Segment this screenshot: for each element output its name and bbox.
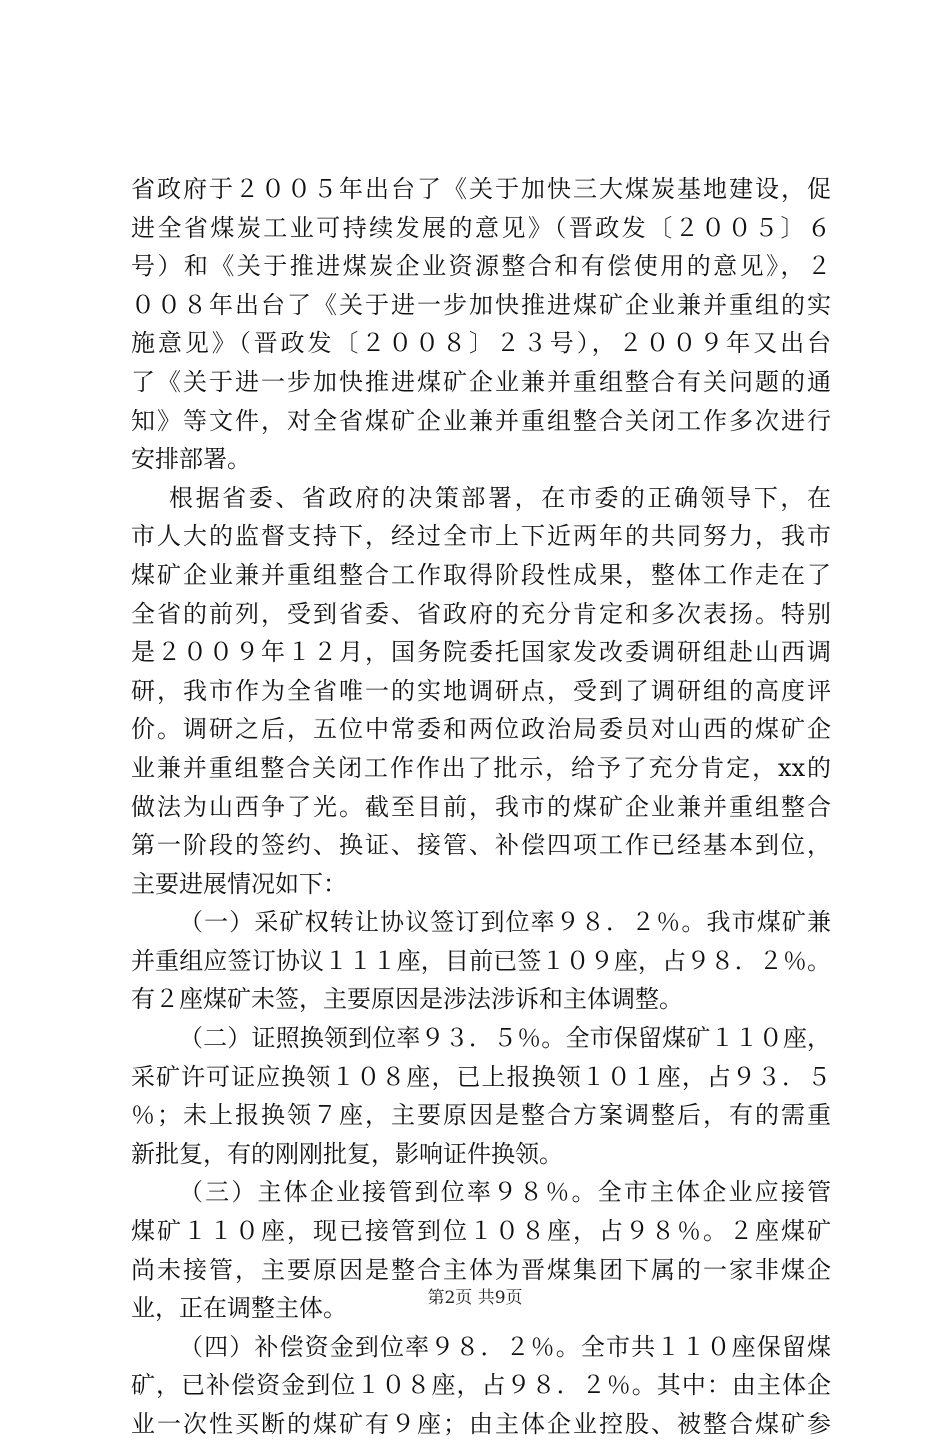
paragraph-line: 新批复，有的刚刚批复，影响证件换领。 bbox=[131, 1139, 563, 1168]
paragraph-line: 施意见》（晋政发〔２００８〕２３号），２００９年又出台 bbox=[131, 329, 831, 358]
paragraph-line: 根据省委、省政府的决策部署，在市委的正确领导下，在 bbox=[169, 483, 831, 512]
paragraph-line: 了《关于进一步加快推进煤矿企业兼并重组整合有关问题的通 bbox=[131, 367, 831, 396]
paragraph-line: ％；未上报换领７座，主要原因是整合方案调整后，有的需重 bbox=[131, 1101, 831, 1130]
paragraph-line: 研，我市作为全省唯一的实地调研点，受到了调研组的高度评 bbox=[131, 676, 831, 705]
paragraph-line: 价。调研之后，五位中常委和两位政治局委员对山西的煤矿企 bbox=[131, 715, 831, 744]
paragraph-line: 做法为山西争了光。截至目前，我市的煤矿企业兼并重组整合 bbox=[131, 792, 831, 821]
paragraph-line: （二）证照换领到位率９３．５％。全市保留煤矿１１０座， bbox=[179, 1024, 831, 1053]
paragraph-line: 业，正在调整主体。 bbox=[131, 1294, 347, 1323]
paragraph-line: 有２座煤矿未签，主要原因是涉法涉诉和主体调整。 bbox=[131, 985, 683, 1014]
paragraph-line: 尚未接管，主要原因是整合主体为晋煤集团下属的一家非煤企 bbox=[131, 1255, 831, 1284]
paragraph-line: （四）补偿资金到位率９８．２％。全市共１１０座保留煤 bbox=[179, 1332, 831, 1361]
paragraph-line: 业一次性买断的煤矿有９座；由主体企业控股、被整合煤矿参 bbox=[131, 1410, 831, 1438]
paragraph-line: 进全省煤炭工业可持续发展的意见》（晋政发〔２００５〕６ bbox=[131, 213, 831, 242]
paragraph-line: （一）采矿权转让协议签订到位率９８．２％。我市煤矿兼 bbox=[179, 908, 831, 937]
paragraph-line: 业兼并重组整合关闭工作作出了批示，给予了充分肯定，xx的 bbox=[131, 753, 831, 782]
paragraph-line: 市人大的监督支持下，经过全市上下近两年的共同努力，我市 bbox=[131, 522, 831, 551]
paragraph-line: 是２００９年１２月，国务院委托国家发改委调研组赴山西调 bbox=[131, 638, 831, 667]
paragraph-line: 第一阶段的签约、换证、接管、补偿四项工作已经基本到位， bbox=[131, 831, 831, 860]
paragraph-line: 煤矿企业兼并重组整合工作取得阶段性成果，整体工作走在了 bbox=[131, 560, 831, 589]
page-footer: 第2页 共9页 bbox=[427, 1288, 523, 1308]
paragraph-line: ００８年出台了《关于进一步加快推进煤矿企业兼并重组的实 bbox=[131, 290, 831, 319]
paragraph-line: 号）和《关于推进煤炭企业资源整合和有偿使用的意见》，２ bbox=[131, 252, 831, 281]
document-body bbox=[131, 170, 831, 1444]
paragraph-line: 煤矿１１０座，现已接管到位１０８座，占９８％。２座煤矿 bbox=[131, 1217, 831, 1246]
paragraph-line: （三）主体企业接管到位率９８％。全市主体企业应接管 bbox=[179, 1178, 831, 1207]
paragraph-line: 知》等文件，对全省煤矿企业兼并重组整合关闭工作多次进行 bbox=[131, 406, 831, 435]
paragraph-line: 主要进展情况如下： bbox=[131, 869, 347, 898]
paragraph-line: 矿，已补偿资金到位１０８座，占９８．２％。其中：由主体企 bbox=[131, 1371, 831, 1400]
paragraph-line: 采矿许可证应换领１０８座，已上报换领１０１座，占９３．５ bbox=[131, 1062, 831, 1091]
paragraph-line: 全省的前列，受到省委、省政府的充分肯定和多次表扬。特别 bbox=[131, 599, 831, 628]
paragraph-line: 安排部署。 bbox=[131, 445, 251, 474]
paragraph-line: 并重组应签订协议１１１座，目前已签１０９座，占９８．２％。 bbox=[131, 946, 831, 975]
paragraph-line: 省政府于２００５年出台了《关于加快三大煤炭基地建设，促 bbox=[131, 175, 831, 203]
